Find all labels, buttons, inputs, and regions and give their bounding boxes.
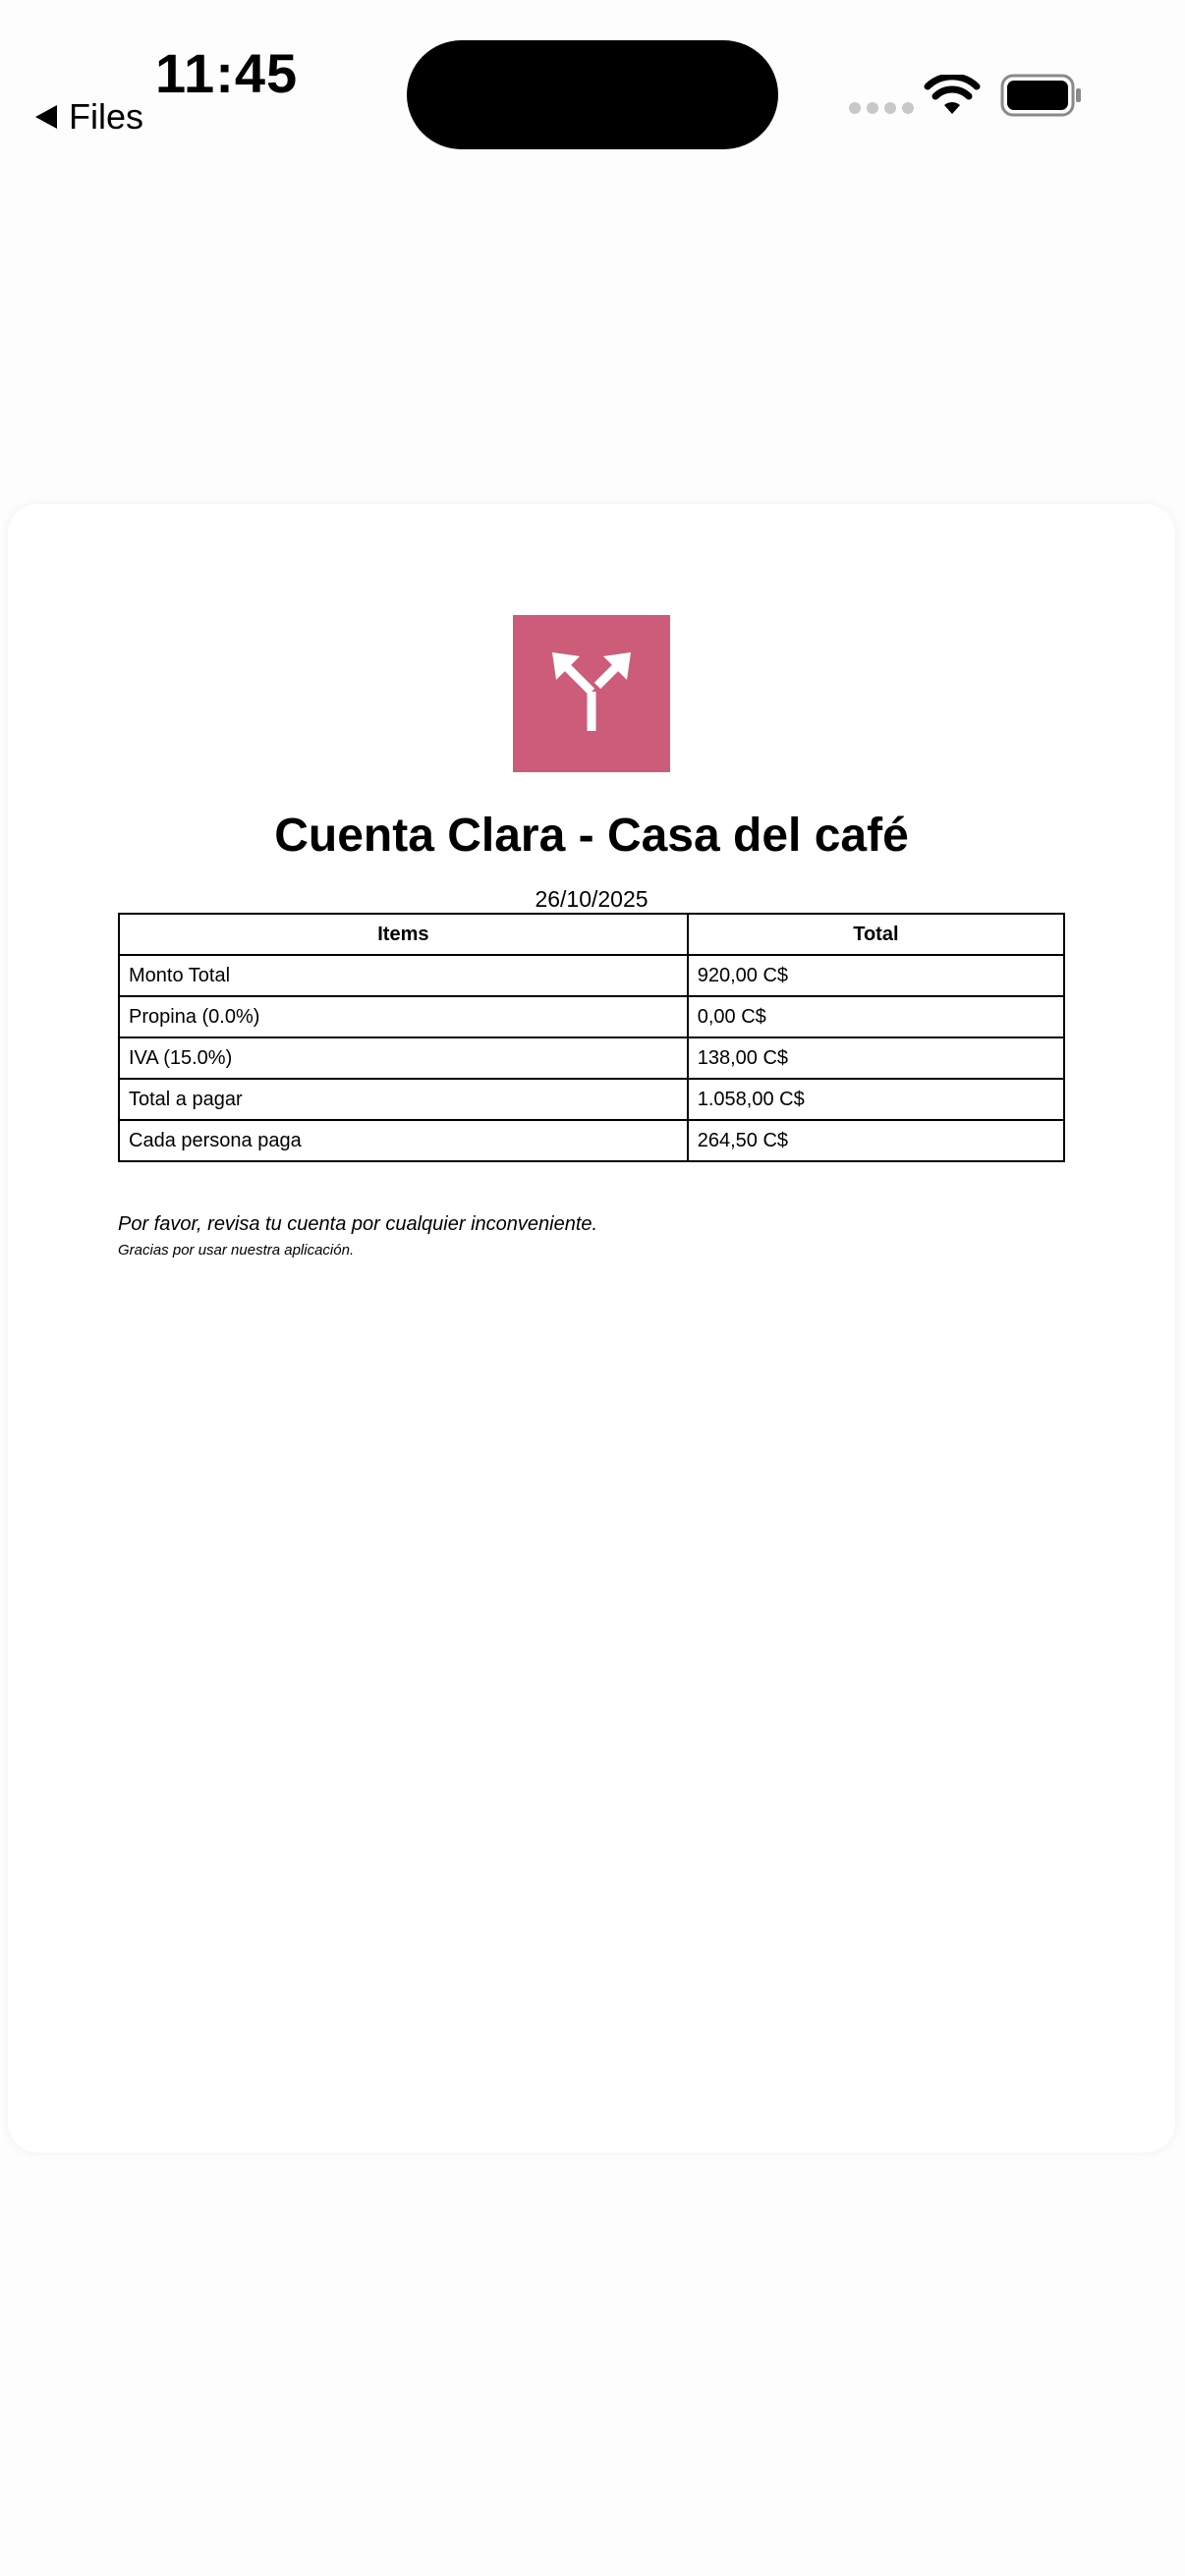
table-header-row xyxy=(119,914,1064,955)
row-item: Propina (0.0%) xyxy=(119,996,688,1037)
bill-summary-table xyxy=(118,913,1065,1162)
status-time: 11:45 xyxy=(155,42,299,104)
row-item: Total a pagar xyxy=(119,1079,688,1120)
row-total: 1.058,00 C$ xyxy=(688,1079,1064,1120)
row-total: 0,00 C$ xyxy=(688,996,1064,1037)
table-row xyxy=(119,1037,1064,1079)
wifi-icon xyxy=(924,75,981,116)
table-row xyxy=(119,955,1064,996)
split-arrows-icon xyxy=(513,615,670,772)
thanks-note: Gracias por usar nuestra aplicación. xyxy=(118,1242,355,1259)
row-total: 138,00 C$ xyxy=(688,1037,1064,1079)
document-date: 26/10/2025 xyxy=(535,886,649,912)
review-note: Por favor, revisa tu cuenta por cualquier inconveniente. xyxy=(118,1213,598,1235)
table-row xyxy=(119,1120,1064,1161)
app-logo xyxy=(513,615,670,772)
document-title: Cuenta Clara - Casa del café xyxy=(274,810,909,862)
header-items: Items xyxy=(119,914,688,955)
back-label: Files xyxy=(69,96,144,137)
back-to-files-button[interactable] xyxy=(35,94,143,140)
row-total: 920,00 C$ xyxy=(688,955,1064,996)
document-preview[interactable] xyxy=(8,504,1175,2153)
row-item: Monto Total xyxy=(119,955,688,996)
cellular-signal-icon xyxy=(849,102,914,114)
dynamic-island xyxy=(407,40,778,149)
table-row xyxy=(119,996,1064,1037)
battery-icon xyxy=(1000,73,1083,118)
table-row xyxy=(119,1079,1064,1120)
back-triangle-icon xyxy=(35,105,57,129)
header-total: Total xyxy=(688,914,1064,955)
row-item: IVA (15.0%) xyxy=(119,1037,688,1079)
row-item: Cada persona paga xyxy=(119,1120,688,1161)
row-total: 264,50 C$ xyxy=(688,1120,1064,1161)
